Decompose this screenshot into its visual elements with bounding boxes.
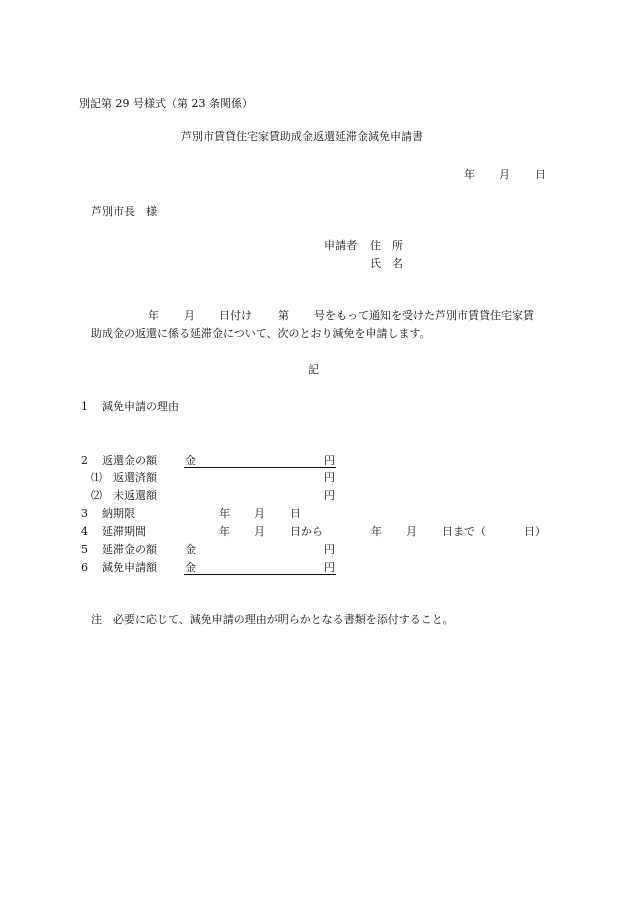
item-4-num: 4 xyxy=(81,525,88,538)
body-line1-text: 号をもって通知を受けた芦別市賃貸住宅家賃 xyxy=(314,309,534,322)
body-line2: 助成金の返還に係る延滞金について、次のとおり減免を申請します。 xyxy=(91,327,431,340)
item-4-from: 日から xyxy=(290,525,323,538)
item-2-1-label: 返還済額 xyxy=(113,471,157,484)
item-4-days: 日） xyxy=(524,525,546,538)
item-6-kin: 金 xyxy=(185,561,196,574)
item-3-month: 月 xyxy=(254,507,265,520)
applicant-label: 申請者 xyxy=(324,239,357,252)
item-6-num: 6 xyxy=(81,561,88,574)
item-3-num: 3 xyxy=(81,507,88,520)
item-2-underline xyxy=(184,467,336,468)
ki-heading: 記 xyxy=(308,363,319,376)
addressee: 芦別市長 様 xyxy=(91,205,157,218)
item-4-to: 日まで（ xyxy=(442,525,486,538)
item-5-kin: 金 xyxy=(185,543,196,556)
item-4-month2: 月 xyxy=(406,525,417,538)
item-1-num: 1 xyxy=(81,400,88,413)
item-2-1-yen: 円 xyxy=(324,471,335,484)
body-year: 年 xyxy=(148,309,159,322)
footnote: 注 必要に応じて、減免申請の理由が明らかとなる書類を添付すること。 xyxy=(91,613,454,626)
item-2-kin: 金 xyxy=(185,454,196,467)
item-4-year2: 年 xyxy=(371,525,382,538)
item-2-label: 返還金の額 xyxy=(102,454,157,467)
item-4-year1: 年 xyxy=(219,525,230,538)
name-label: 氏 名 xyxy=(370,257,403,270)
item-5-num: 5 xyxy=(81,543,88,556)
item-6-yen: 円 xyxy=(324,561,335,574)
body-dai: 第 xyxy=(278,309,289,322)
item-2-2-yen: 円 xyxy=(324,489,335,502)
date-month: 月 xyxy=(499,168,510,181)
date-year: 年 xyxy=(464,168,475,181)
item-5-label: 延滞金の額 xyxy=(102,543,157,556)
item-2-2-num: ⑵ xyxy=(91,489,102,502)
item-4-month1: 月 xyxy=(254,525,265,538)
body-dated: 日付け xyxy=(219,309,252,322)
body-month: 月 xyxy=(184,309,195,322)
date-day: 日 xyxy=(535,168,546,181)
item-2-1-num: ⑴ xyxy=(91,471,102,484)
item-3-day: 日 xyxy=(290,507,301,520)
item-2-num: 2 xyxy=(81,454,88,467)
item-2-yen: 円 xyxy=(324,454,335,467)
item-2-2-label: 未返還額 xyxy=(113,489,157,502)
item-6-underline xyxy=(184,574,336,575)
item-3-label: 納期限 xyxy=(102,507,135,520)
item-6-label: 減免申請額 xyxy=(102,561,157,574)
form-code: 別記第 29 号様式（第 23 条関係） xyxy=(79,97,253,110)
address-label: 住 所 xyxy=(370,239,403,252)
item-1-label: 減免申請の理由 xyxy=(102,400,179,413)
form-title: 芦別市賃貸住宅家賃助成金返還延滞金減免申請書 xyxy=(181,130,423,143)
item-5-yen: 円 xyxy=(324,543,335,556)
item-4-label: 延滞期間 xyxy=(102,525,146,538)
item-3-year: 年 xyxy=(219,507,230,520)
